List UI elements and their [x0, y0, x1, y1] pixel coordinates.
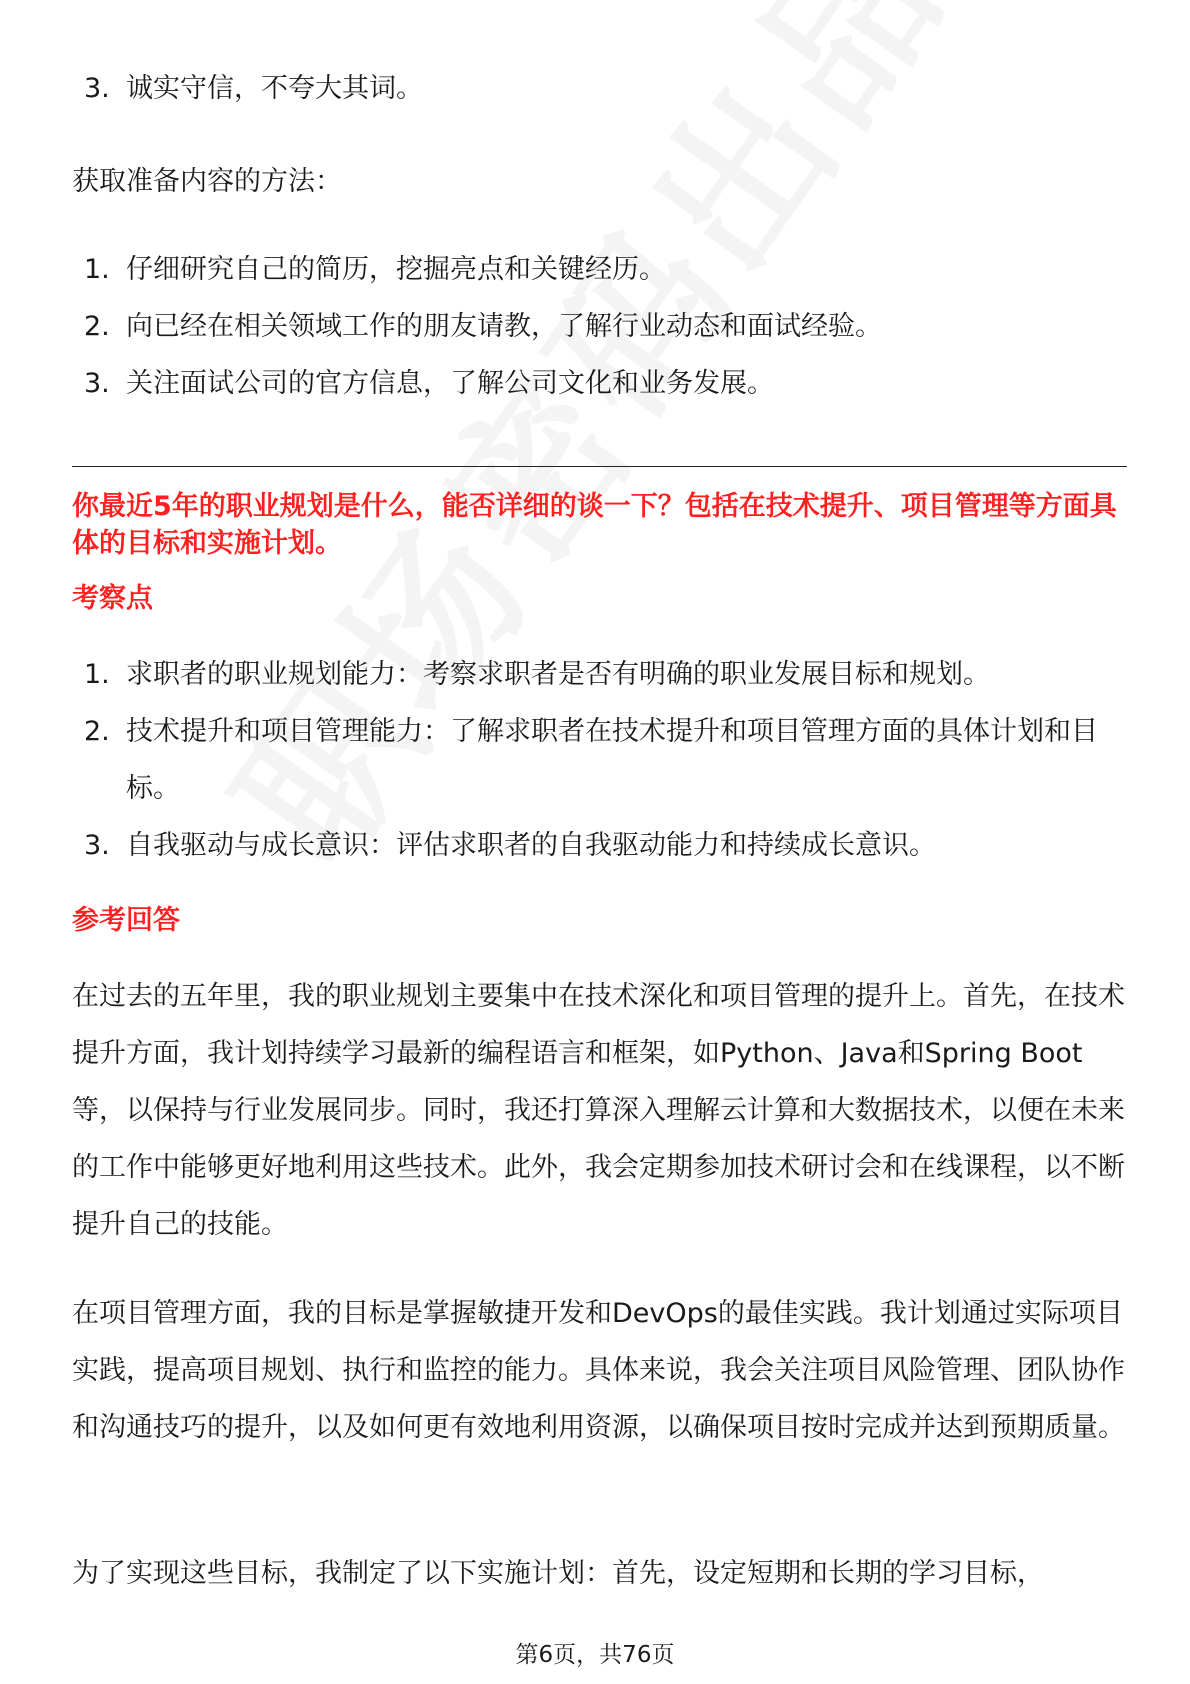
answer-paragraph: 在过去的五年里，我的职业规划主要集中在技术深化和项目管理的提升上。首先，在技术提升方面，我计划持续学习最新的编程语言和框架，如Python、Java和Spring Boot等，以保持与行业发展同步。同时，我还打算深入理解云计算和大数据技术，以便在未来的工作中能够更好地利用这些技术。此外，我会定期参加技术研讨会和在线课程，以不断提升自己的技能。	[72, 981, 1125, 1240]
focus-title: 考察点	[72, 583, 153, 614]
list-text: 技术提升和项目管理能力：了解求职者在技术提升和项目管理方面的具体计划和目标。	[126, 716, 1098, 804]
list-item	[72, 298, 1132, 355]
list-item	[72, 817, 1132, 874]
list-number: 2.	[84, 716, 110, 747]
list-text: 向已经在相关领域工作的朋友请教，了解行业动态和面试经验。	[126, 311, 882, 342]
list-number: 1.	[84, 659, 110, 690]
list-text: 自我驱动与成长意识：评估求职者的自我驱动能力和持续成长意识。	[126, 830, 936, 861]
list-number: 3.	[84, 830, 110, 861]
list-text: 求职者的职业规划能力：考察求职者是否有明确的职业发展目标和规划。	[126, 659, 990, 690]
answer-title: 参考回答	[72, 905, 180, 936]
answer-paragraph: 为了实现这些目标，我制定了以下实施计划：首先，设定短期和长期的学习目标，	[72, 1558, 1044, 1589]
list-number: 3.	[84, 73, 110, 104]
page-footer: 第6页，共76页	[515, 1642, 675, 1668]
list-text: 仔细研究自己的简历，挖掘亮点和关键经历。	[126, 254, 666, 285]
list-item	[72, 703, 1132, 817]
list-item	[72, 646, 1132, 703]
method-title: 获取准备内容的方法：	[72, 166, 342, 197]
question-heading: 你最近5年的职业规划是什么，能否详细的谈一下？包括在技术提升、项目管理等方面具体的目标和实施计划。	[72, 491, 1117, 559]
answer-paragraph: 在项目管理方面，我的目标是掌握敏捷开发和DevOps的最佳实践。我计划通过实际项目实践，提高项目规划、执行和监控的能力。具体来说，我会关注项目风险管理、团队协作和沟通技巧的提升，以及如何更有效地利用资源，以确保项目按时完成并达到预期质量。	[72, 1298, 1125, 1443]
list-text: 诚实守信，不夸大其词。	[126, 73, 423, 104]
list-number: 3.	[84, 368, 110, 399]
section-divider	[72, 466, 1127, 467]
list-item	[72, 355, 1132, 412]
list-item	[72, 60, 1132, 117]
list-number: 2.	[84, 311, 110, 342]
list-text: 关注面试公司的官方信息，了解公司文化和业务发展。	[126, 368, 774, 399]
list-number: 1.	[84, 254, 110, 285]
list-item	[72, 241, 1132, 298]
